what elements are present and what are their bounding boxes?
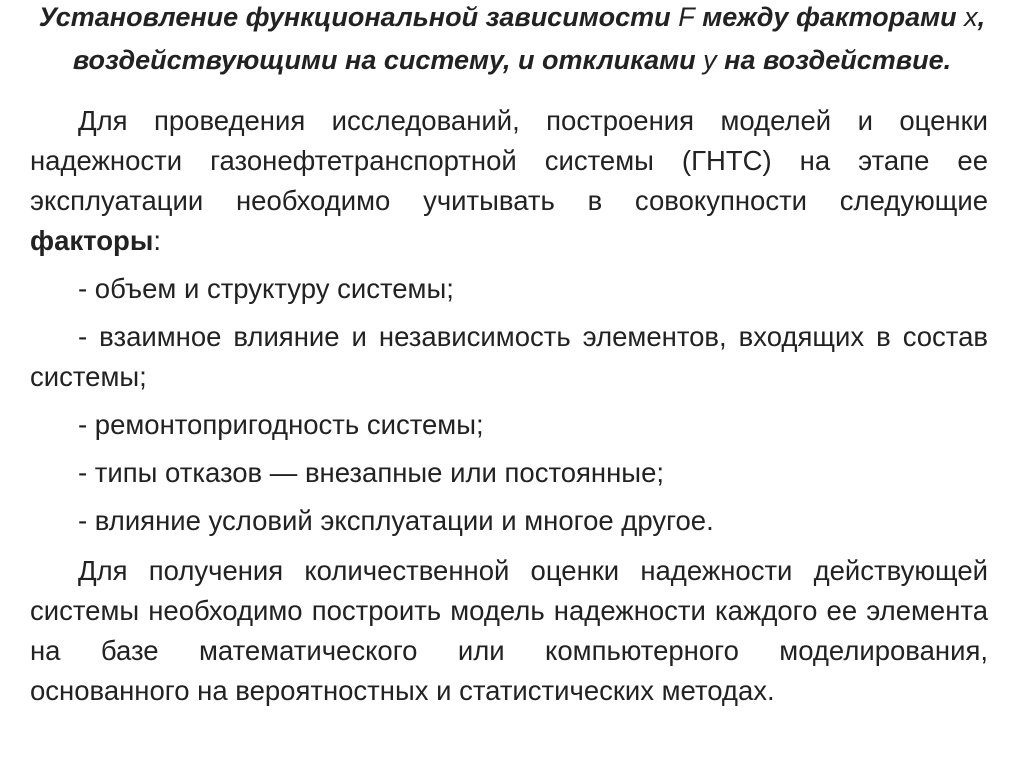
slide-body (30, 101, 988, 711)
intro-bold-word: факторы (30, 225, 154, 256)
conclusion-paragraph: Для получения количественной оценки надежности действующей системы необходимо построить модель надежности каждого ее элемента на базе математического или компьютерного моделирования, основанного на вероятностных и статистических методах. (30, 555, 988, 706)
intro-colon: : (153, 225, 161, 256)
bullet-item: - ремонтопригодность системы; (78, 409, 484, 440)
title-part-2: между факторами (702, 2, 957, 32)
bullet-item: - объем и структуру системы; (78, 273, 454, 304)
intro-text: Для проведения исследований, построения моделей и оценки надежности газонефтетранспортной системы (ГНТС) на этапе ее эксплуатации необходимо учитывать в совокупности следующие (30, 105, 988, 216)
title-part-1: Установление функциональной зависимости (38, 2, 671, 32)
title-variable-y: y (703, 45, 717, 75)
intro-paragraph (30, 101, 988, 261)
bullet-item: - типы отказов — внезапные или постоянные; (78, 457, 664, 488)
slide-title (20, 0, 1004, 82)
bullet-item: - влияние условий эксплуатации и многое другое. (78, 505, 714, 536)
title-part-3: , воздействующими на систему, и откликами (72, 2, 986, 75)
title-part-4: на воздействие. (724, 45, 952, 75)
title-variable-x: x (964, 2, 978, 32)
bullet-item: - взаимное влияние и независимость элементов, входящих в состав системы; (30, 321, 988, 392)
title-variable-f: F (678, 2, 695, 32)
